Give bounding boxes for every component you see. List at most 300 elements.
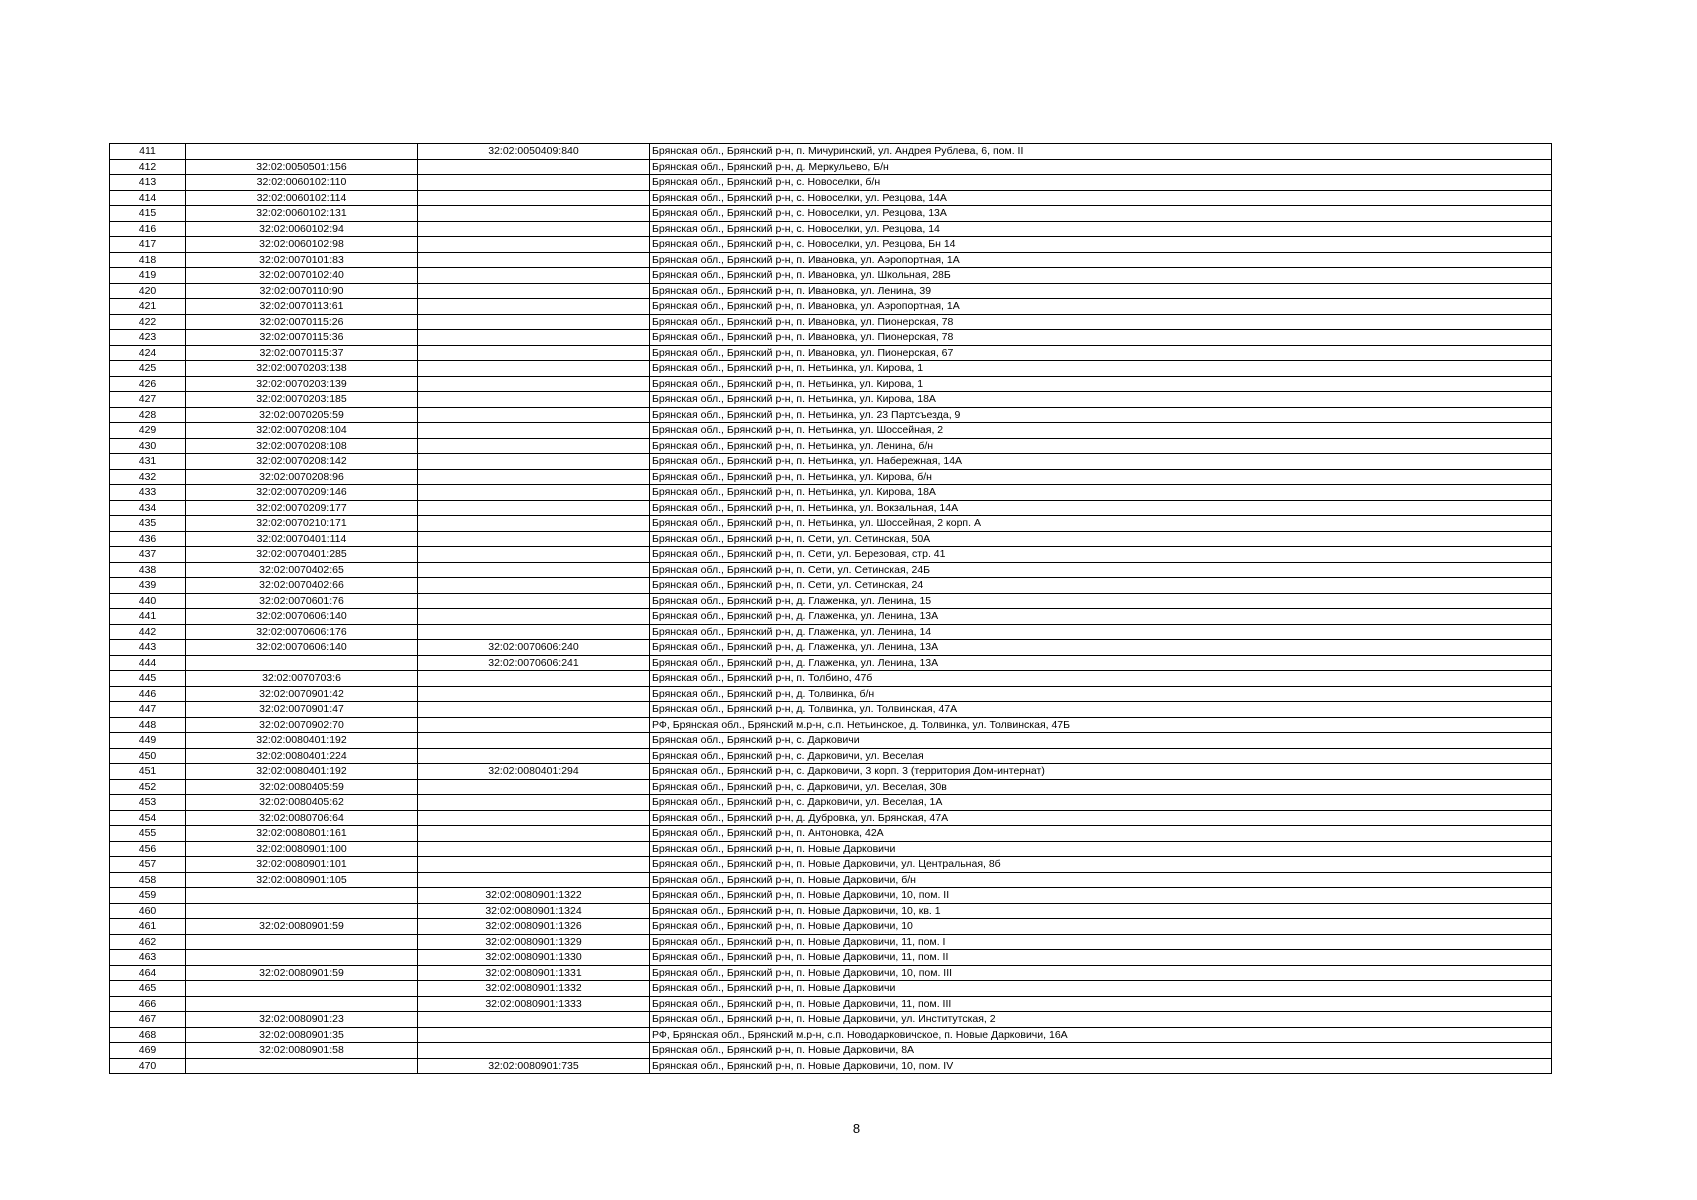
row-number-cell: 456 xyxy=(110,841,186,857)
land-cadastral-number-cell: 32:02:0080901:59 xyxy=(186,965,418,981)
building-cadastral-number-cell: 32:02:0080901:1326 xyxy=(418,919,650,935)
land-cadastral-number-cell: 32:02:0070115:37 xyxy=(186,345,418,361)
table-row xyxy=(110,500,1552,516)
table-row xyxy=(110,593,1552,609)
land-cadastral-number-cell: 32:02:0080901:59 xyxy=(186,919,418,935)
table-row xyxy=(110,252,1552,268)
row-number-cell: 417 xyxy=(110,237,186,253)
building-cadastral-number-cell xyxy=(418,872,650,888)
land-cadastral-number-cell: 32:02:0070402:66 xyxy=(186,578,418,594)
table-row xyxy=(110,221,1552,237)
address-cell: Брянская обл., Брянский р-н, д. Толвинка, ул. Толвинская, 47А xyxy=(650,702,1552,718)
building-cadastral-number-cell xyxy=(418,175,650,191)
row-number-cell: 412 xyxy=(110,159,186,175)
address-cell: Брянская обл., Брянский р-н, с. Новоселки, б/н xyxy=(650,175,1552,191)
address-cell: Брянская обл., Брянский р-н, п. Новые Дарковичи, ул. Институтская, 2 xyxy=(650,1012,1552,1028)
row-number-cell: 444 xyxy=(110,655,186,671)
land-cadastral-number-cell: 32:02:0070208:96 xyxy=(186,469,418,485)
land-cadastral-number-cell xyxy=(186,903,418,919)
land-cadastral-number-cell: 32:02:0070102:40 xyxy=(186,268,418,284)
building-cadastral-number-cell xyxy=(418,1012,650,1028)
table-row xyxy=(110,996,1552,1012)
land-cadastral-number-cell: 32:02:0080401:224 xyxy=(186,748,418,764)
building-cadastral-number-cell: 32:02:0080901:735 xyxy=(418,1058,650,1074)
land-cadastral-number-cell: 32:02:0060102:110 xyxy=(186,175,418,191)
land-cadastral-number-cell: 32:02:0080706:64 xyxy=(186,810,418,826)
table-row xyxy=(110,1012,1552,1028)
address-cell: Брянская обл., Брянский р-н, п. Сети, ул. Сетинская, 24Б xyxy=(650,562,1552,578)
land-cadastral-number-cell: 32:02:0070402:65 xyxy=(186,562,418,578)
land-cadastral-number-cell: 32:02:0080405:62 xyxy=(186,795,418,811)
table-row xyxy=(110,562,1552,578)
land-cadastral-number-cell: 32:02:0080405:59 xyxy=(186,779,418,795)
table-row xyxy=(110,1027,1552,1043)
building-cadastral-number-cell xyxy=(418,547,650,563)
table-row xyxy=(110,144,1552,160)
building-cadastral-number-cell xyxy=(418,206,650,222)
address-cell: Брянская обл., Брянский р-н, п. Мичуринский, ул. Андрея Рублева, 6, пом. II xyxy=(650,144,1552,160)
row-number-cell: 447 xyxy=(110,702,186,718)
land-cadastral-number-cell: 32:02:0060102:98 xyxy=(186,237,418,253)
address-cell: Брянская обл., Брянский р-н, с. Дарковичи xyxy=(650,733,1552,749)
building-cadastral-number-cell xyxy=(418,857,650,873)
table-row xyxy=(110,733,1552,749)
registry-table-body xyxy=(110,144,1552,1074)
table-row xyxy=(110,919,1552,935)
land-cadastral-number-cell: 32:02:0080901:101 xyxy=(186,857,418,873)
table-row xyxy=(110,454,1552,470)
row-number-cell: 470 xyxy=(110,1058,186,1074)
row-number-cell: 419 xyxy=(110,268,186,284)
address-cell: Брянская обл., Брянский р-н, п. Новые Дарковичи, 10, пом. III xyxy=(650,965,1552,981)
row-number-cell: 433 xyxy=(110,485,186,501)
row-number-cell: 445 xyxy=(110,671,186,687)
building-cadastral-number-cell xyxy=(418,407,650,423)
address-cell: Брянская обл., Брянский р-н, п. Ивановка, ул. Ленина, 39 xyxy=(650,283,1552,299)
table-row xyxy=(110,872,1552,888)
land-cadastral-number-cell xyxy=(186,144,418,160)
address-cell: Брянская обл., Брянский р-н, п. Нетьинка, ул. Кирова, 1 xyxy=(650,376,1552,392)
page-number: 8 xyxy=(852,1121,861,1136)
building-cadastral-number-cell xyxy=(418,748,650,764)
building-cadastral-number-cell xyxy=(418,361,650,377)
land-cadastral-number-cell: 32:02:0070101:83 xyxy=(186,252,418,268)
building-cadastral-number-cell xyxy=(418,190,650,206)
building-cadastral-number-cell: 32:02:0080901:1329 xyxy=(418,934,650,950)
row-number-cell: 418 xyxy=(110,252,186,268)
land-cadastral-number-cell: 32:02:0070203:185 xyxy=(186,392,418,408)
address-cell: Брянская обл., Брянский р-н, п. Ивановка, ул. Аэропортная, 1А xyxy=(650,252,1552,268)
table-row xyxy=(110,283,1552,299)
table-row xyxy=(110,1058,1552,1074)
row-number-cell: 453 xyxy=(110,795,186,811)
table-row xyxy=(110,299,1552,315)
address-cell: Брянская обл., Брянский р-н, с. Дарковичи, 3 корп. 3 (территория Дом-интернат) xyxy=(650,764,1552,780)
table-row xyxy=(110,903,1552,919)
table-row xyxy=(110,361,1552,377)
table-row xyxy=(110,206,1552,222)
building-cadastral-number-cell xyxy=(418,221,650,237)
address-cell: Брянская обл., Брянский р-н, п. Нетьинка, ул. Шоссейная, 2 xyxy=(650,423,1552,439)
building-cadastral-number-cell xyxy=(418,593,650,609)
land-cadastral-number-cell: 32:02:0070601:76 xyxy=(186,593,418,609)
building-cadastral-number-cell: 32:02:0080901:1333 xyxy=(418,996,650,1012)
building-cadastral-number-cell: 32:02:0050409:840 xyxy=(418,144,650,160)
land-cadastral-number-cell: 32:02:0080901:105 xyxy=(186,872,418,888)
table-row xyxy=(110,609,1552,625)
address-cell: Брянская обл., Брянский р-н, с. Новоселки, ул. Резцова, 13А xyxy=(650,206,1552,222)
land-cadastral-number-cell: 32:02:0080901:23 xyxy=(186,1012,418,1028)
address-cell: Брянская обл., Брянский р-н, п. Новые Дарковичи, 10, пом. IV xyxy=(650,1058,1552,1074)
land-cadastral-number-cell: 32:02:0070606:176 xyxy=(186,624,418,640)
address-cell: Брянская обл., Брянский р-н, п. Ивановка, ул. Пионерская, 78 xyxy=(650,330,1552,346)
land-cadastral-number-cell: 32:02:0070210:171 xyxy=(186,516,418,532)
building-cadastral-number-cell: 32:02:0070606:240 xyxy=(418,640,650,656)
table-row xyxy=(110,671,1552,687)
land-cadastral-number-cell: 32:02:0080401:192 xyxy=(186,733,418,749)
address-cell: Брянская обл., Брянский р-н, п. Сети, ул. Сетинская, 24 xyxy=(650,578,1552,594)
building-cadastral-number-cell xyxy=(418,423,650,439)
table-row xyxy=(110,640,1552,656)
row-number-cell: 424 xyxy=(110,345,186,361)
table-row xyxy=(110,237,1552,253)
building-cadastral-number-cell xyxy=(418,330,650,346)
building-cadastral-number-cell: 32:02:0080401:294 xyxy=(418,764,650,780)
row-number-cell: 440 xyxy=(110,593,186,609)
row-number-cell: 467 xyxy=(110,1012,186,1028)
building-cadastral-number-cell xyxy=(418,345,650,361)
row-number-cell: 441 xyxy=(110,609,186,625)
land-cadastral-number-cell: 32:02:0070606:140 xyxy=(186,609,418,625)
land-cadastral-number-cell: 32:02:0070208:142 xyxy=(186,454,418,470)
building-cadastral-number-cell xyxy=(418,578,650,594)
table-row xyxy=(110,190,1552,206)
land-cadastral-number-cell: 32:02:0070902:70 xyxy=(186,717,418,733)
building-cadastral-number-cell xyxy=(418,1043,650,1059)
row-number-cell: 438 xyxy=(110,562,186,578)
table-row xyxy=(110,314,1552,330)
row-number-cell: 468 xyxy=(110,1027,186,1043)
address-cell: Брянская обл., Брянский р-н, п. Новые Дарковичи xyxy=(650,981,1552,997)
row-number-cell: 458 xyxy=(110,872,186,888)
building-cadastral-number-cell: 32:02:0080901:1330 xyxy=(418,950,650,966)
row-number-cell: 422 xyxy=(110,314,186,330)
row-number-cell: 457 xyxy=(110,857,186,873)
row-number-cell: 443 xyxy=(110,640,186,656)
land-cadastral-number-cell: 32:02:0070901:47 xyxy=(186,702,418,718)
land-cadastral-number-cell: 32:02:0070203:139 xyxy=(186,376,418,392)
building-cadastral-number-cell xyxy=(418,671,650,687)
row-number-cell: 435 xyxy=(110,516,186,532)
land-cadastral-number-cell: 32:02:0070209:177 xyxy=(186,500,418,516)
address-cell: Брянская обл., Брянский р-н, п. Толбино, 47б xyxy=(650,671,1552,687)
row-number-cell: 460 xyxy=(110,903,186,919)
address-cell: Брянская обл., Брянский р-н, п. Ивановка, ул. Пионерская, 67 xyxy=(650,345,1552,361)
address-cell: Брянская обл., Брянский р-н, д. Глаженка, ул. Ленина, 13А xyxy=(650,640,1552,656)
row-number-cell: 462 xyxy=(110,934,186,950)
address-cell: Брянская обл., Брянский р-н, п. Ивановка, ул. Аэропортная, 1А xyxy=(650,299,1552,315)
building-cadastral-number-cell xyxy=(418,609,650,625)
address-cell: Брянская обл., Брянский р-н, п. Новые Дарковичи, ул. Центральная, 8б xyxy=(650,857,1552,873)
address-cell: Брянская обл., Брянский р-н, п. Сети, ул. Березовая, стр. 41 xyxy=(650,547,1552,563)
land-cadastral-number-cell: 32:02:0070115:26 xyxy=(186,314,418,330)
row-number-cell: 413 xyxy=(110,175,186,191)
row-number-cell: 429 xyxy=(110,423,186,439)
building-cadastral-number-cell xyxy=(418,237,650,253)
row-number-cell: 432 xyxy=(110,469,186,485)
row-number-cell: 420 xyxy=(110,283,186,299)
land-cadastral-number-cell: 32:02:0070401:114 xyxy=(186,531,418,547)
table-row xyxy=(110,888,1552,904)
row-number-cell: 439 xyxy=(110,578,186,594)
address-cell: Брянская обл., Брянский р-н, с. Дарковичи, ул. Веселая xyxy=(650,748,1552,764)
table-row xyxy=(110,841,1552,857)
building-cadastral-number-cell xyxy=(418,779,650,795)
table-row xyxy=(110,764,1552,780)
land-cadastral-number-cell: 32:02:0060102:94 xyxy=(186,221,418,237)
land-cadastral-number-cell: 32:02:0070901:42 xyxy=(186,686,418,702)
building-cadastral-number-cell xyxy=(418,717,650,733)
table-row xyxy=(110,330,1552,346)
land-cadastral-number-cell xyxy=(186,888,418,904)
table-row xyxy=(110,376,1552,392)
row-number-cell: 442 xyxy=(110,624,186,640)
row-number-cell: 421 xyxy=(110,299,186,315)
address-cell: Брянская обл., Брянский р-н, п. Ивановка, ул. Школьная, 28Б xyxy=(650,268,1552,284)
address-cell: Брянская обл., Брянский р-н, п. Новые Дарковичи, 11, пом. II xyxy=(650,950,1552,966)
address-cell: Брянская обл., Брянский р-н, п. Новые Дарковичи, 10, пом. II xyxy=(650,888,1552,904)
property-registry-table xyxy=(109,143,1552,1074)
row-number-cell: 454 xyxy=(110,810,186,826)
table-row xyxy=(110,950,1552,966)
row-number-cell: 437 xyxy=(110,547,186,563)
land-cadastral-number-cell: 32:02:0070209:146 xyxy=(186,485,418,501)
building-cadastral-number-cell xyxy=(418,531,650,547)
land-cadastral-number-cell: 32:02:0070401:285 xyxy=(186,547,418,563)
table-row xyxy=(110,531,1552,547)
land-cadastral-number-cell: 32:02:0080401:192 xyxy=(186,764,418,780)
address-cell: Брянская обл., Брянский р-н, д. Меркульево, Б/н xyxy=(650,159,1552,175)
address-cell: Брянская обл., Брянский р-н, п. Нетьинка, ул. 23 Партсъезда, 9 xyxy=(650,407,1552,423)
table-row xyxy=(110,392,1552,408)
row-number-cell: 469 xyxy=(110,1043,186,1059)
row-number-cell: 452 xyxy=(110,779,186,795)
address-cell: Брянская обл., Брянский р-н, д. Глаженка, ул. Ленина, 14 xyxy=(650,624,1552,640)
building-cadastral-number-cell xyxy=(418,562,650,578)
address-cell: Брянская обл., Брянский р-н, с. Дарковичи, ул. Веселая, 30в xyxy=(650,779,1552,795)
land-cadastral-number-cell: 32:02:0080901:100 xyxy=(186,841,418,857)
table-row xyxy=(110,516,1552,532)
land-cadastral-number-cell: 32:02:0070205:59 xyxy=(186,407,418,423)
table-row xyxy=(110,655,1552,671)
land-cadastral-number-cell: 32:02:0070110:90 xyxy=(186,283,418,299)
address-cell: Брянская обл., Брянский р-н, п. Нетьинка, ул. Вокзальная, 14А xyxy=(650,500,1552,516)
building-cadastral-number-cell xyxy=(418,454,650,470)
row-number-cell: 415 xyxy=(110,206,186,222)
row-number-cell: 465 xyxy=(110,981,186,997)
land-cadastral-number-cell: 32:02:0080901:35 xyxy=(186,1027,418,1043)
row-number-cell: 459 xyxy=(110,888,186,904)
row-number-cell: 461 xyxy=(110,919,186,935)
row-number-cell: 411 xyxy=(110,144,186,160)
table-row xyxy=(110,810,1552,826)
table-row xyxy=(110,779,1552,795)
land-cadastral-number-cell: 32:02:0070606:140 xyxy=(186,640,418,656)
building-cadastral-number-cell xyxy=(418,438,650,454)
table-row xyxy=(110,795,1552,811)
land-cadastral-number-cell: 32:02:0070208:104 xyxy=(186,423,418,439)
row-number-cell: 450 xyxy=(110,748,186,764)
building-cadastral-number-cell xyxy=(418,841,650,857)
address-cell: Брянская обл., Брянский р-н, п. Нетьинка, ул. Ленина, б/н xyxy=(650,438,1552,454)
address-cell: Брянская обл., Брянский р-н, с. Новоселки, ул. Резцова, 14А xyxy=(650,190,1552,206)
row-number-cell: 426 xyxy=(110,376,186,392)
building-cadastral-number-cell xyxy=(418,795,650,811)
building-cadastral-number-cell: 32:02:0080901:1331 xyxy=(418,965,650,981)
table-row xyxy=(110,686,1552,702)
table-row xyxy=(110,438,1552,454)
address-cell: Брянская обл., Брянский р-н, п. Новые Дарковичи, б/н xyxy=(650,872,1552,888)
table-row xyxy=(110,175,1552,191)
row-number-cell: 455 xyxy=(110,826,186,842)
table-row xyxy=(110,1043,1552,1059)
address-cell: Брянская обл., Брянский р-н, д. Толвинка, б/н xyxy=(650,686,1552,702)
land-cadastral-number-cell xyxy=(186,950,418,966)
building-cadastral-number-cell xyxy=(418,624,650,640)
building-cadastral-number-cell xyxy=(418,702,650,718)
address-cell: Брянская обл., Брянский р-н, п. Ивановка, ул. Пионерская, 78 xyxy=(650,314,1552,330)
table-row xyxy=(110,981,1552,997)
table-row xyxy=(110,748,1552,764)
row-number-cell: 430 xyxy=(110,438,186,454)
building-cadastral-number-cell xyxy=(418,500,650,516)
row-number-cell: 451 xyxy=(110,764,186,780)
address-cell: Брянская обл., Брянский р-н, д. Глаженка, ул. Ленина, 15 xyxy=(650,593,1552,609)
land-cadastral-number-cell xyxy=(186,655,418,671)
address-cell: Брянская обл., Брянский р-н, с. Дарковичи, ул. Веселая, 1А xyxy=(650,795,1552,811)
address-cell: Брянская обл., Брянский р-н, п. Антоновка, 42А xyxy=(650,826,1552,842)
address-cell: Брянская обл., Брянский р-н, д. Глаженка, ул. Ленина, 13А xyxy=(650,655,1552,671)
building-cadastral-number-cell xyxy=(418,299,650,315)
land-cadastral-number-cell: 32:02:0080801:161 xyxy=(186,826,418,842)
land-cadastral-number-cell: 32:02:0070703:6 xyxy=(186,671,418,687)
table-row xyxy=(110,485,1552,501)
address-cell: Брянская обл., Брянский р-н, д. Дубровка, ул. Брянская, 47А xyxy=(650,810,1552,826)
row-number-cell: 434 xyxy=(110,500,186,516)
table-row xyxy=(110,578,1552,594)
building-cadastral-number-cell xyxy=(418,516,650,532)
table-row xyxy=(110,965,1552,981)
land-cadastral-number-cell: 32:02:0060102:114 xyxy=(186,190,418,206)
table-row xyxy=(110,717,1552,733)
table-row xyxy=(110,624,1552,640)
building-cadastral-number-cell xyxy=(418,686,650,702)
row-number-cell: 414 xyxy=(110,190,186,206)
land-cadastral-number-cell: 32:02:0070113:61 xyxy=(186,299,418,315)
building-cadastral-number-cell: 32:02:0080901:1332 xyxy=(418,981,650,997)
address-cell: Брянская обл., Брянский р-н, п. Нетьинка, ул. Кирова, 18А xyxy=(650,485,1552,501)
address-cell: Брянская обл., Брянский р-н, п. Новые Дарковичи, 10, кв. 1 xyxy=(650,903,1552,919)
address-cell: Брянская обл., Брянский р-н, д. Глаженка, ул. Ленина, 13А xyxy=(650,609,1552,625)
building-cadastral-number-cell: 32:02:0080901:1322 xyxy=(418,888,650,904)
building-cadastral-number-cell xyxy=(418,159,650,175)
row-number-cell: 448 xyxy=(110,717,186,733)
table-row xyxy=(110,423,1552,439)
row-number-cell: 431 xyxy=(110,454,186,470)
row-number-cell: 427 xyxy=(110,392,186,408)
land-cadastral-number-cell: 32:02:0080901:58 xyxy=(186,1043,418,1059)
address-cell: Брянская обл., Брянский р-н, с. Новоселки, ул. Резцова, Бн 14 xyxy=(650,237,1552,253)
address-cell: РФ, Брянская обл., Брянский м.р-н, с.п. Новодарковичское, п. Новые Дарковичи, 16А xyxy=(650,1027,1552,1043)
land-cadastral-number-cell: 32:02:0070208:108 xyxy=(186,438,418,454)
address-cell: Брянская обл., Брянский р-н, п. Нетьинка, ул. Кирова, 18А xyxy=(650,392,1552,408)
table-row xyxy=(110,857,1552,873)
table-row xyxy=(110,469,1552,485)
table-row xyxy=(110,934,1552,950)
table-row xyxy=(110,826,1552,842)
building-cadastral-number-cell xyxy=(418,283,650,299)
land-cadastral-number-cell xyxy=(186,996,418,1012)
row-number-cell: 425 xyxy=(110,361,186,377)
address-cell: Брянская обл., Брянский р-н, п. Нетьинка, ул. Кирова, б/н xyxy=(650,469,1552,485)
table-row xyxy=(110,702,1552,718)
building-cadastral-number-cell xyxy=(418,826,650,842)
building-cadastral-number-cell xyxy=(418,469,650,485)
row-number-cell: 463 xyxy=(110,950,186,966)
address-cell: Брянская обл., Брянский р-н, п. Нетьинка, ул. Шоссейная, 2 корп. А xyxy=(650,516,1552,532)
row-number-cell: 416 xyxy=(110,221,186,237)
address-cell: Брянская обл., Брянский р-н, п. Новые Дарковичи, 11, пом. I xyxy=(650,934,1552,950)
building-cadastral-number-cell xyxy=(418,810,650,826)
address-cell: Брянская обл., Брянский р-н, с. Новоселки, ул. Резцова, 14 xyxy=(650,221,1552,237)
address-cell: РФ, Брянская обл., Брянский м.р-н, с.п. Нетьинское, д. Толвинка, ул. Толвинская, 47Б xyxy=(650,717,1552,733)
row-number-cell: 449 xyxy=(110,733,186,749)
land-cadastral-number-cell xyxy=(186,981,418,997)
land-cadastral-number-cell: 32:02:0070115:36 xyxy=(186,330,418,346)
row-number-cell: 423 xyxy=(110,330,186,346)
address-cell: Брянская обл., Брянский р-н, п. Новые Дарковичи, 8А xyxy=(650,1043,1552,1059)
address-cell: Брянская обл., Брянский р-н, п. Нетьинка, ул. Кирова, 1 xyxy=(650,361,1552,377)
row-number-cell: 428 xyxy=(110,407,186,423)
building-cadastral-number-cell xyxy=(418,314,650,330)
building-cadastral-number-cell xyxy=(418,733,650,749)
row-number-cell: 446 xyxy=(110,686,186,702)
building-cadastral-number-cell xyxy=(418,485,650,501)
land-cadastral-number-cell: 32:02:0060102:131 xyxy=(186,206,418,222)
row-number-cell: 464 xyxy=(110,965,186,981)
table-row xyxy=(110,547,1552,563)
land-cadastral-number-cell xyxy=(186,934,418,950)
address-cell: Брянская обл., Брянский р-н, п. Новые Дарковичи, 10 xyxy=(650,919,1552,935)
building-cadastral-number-cell: 32:02:0070606:241 xyxy=(418,655,650,671)
table-row xyxy=(110,268,1552,284)
building-cadastral-number-cell xyxy=(418,392,650,408)
address-cell: Брянская обл., Брянский р-н, п. Сети, ул. Сетинская, 50А xyxy=(650,531,1552,547)
table-row xyxy=(110,159,1552,175)
address-cell: Брянская обл., Брянский р-н, п. Новые Дарковичи xyxy=(650,841,1552,857)
building-cadastral-number-cell xyxy=(418,1027,650,1043)
table-row xyxy=(110,407,1552,423)
building-cadastral-number-cell xyxy=(418,376,650,392)
address-cell: Брянская обл., Брянский р-н, п. Новые Дарковичи, 11, пом. III xyxy=(650,996,1552,1012)
building-cadastral-number-cell: 32:02:0080901:1324 xyxy=(418,903,650,919)
table-row xyxy=(110,345,1552,361)
building-cadastral-number-cell xyxy=(418,252,650,268)
land-cadastral-number-cell: 32:02:0050501:156 xyxy=(186,159,418,175)
land-cadastral-number-cell xyxy=(186,1058,418,1074)
row-number-cell: 436 xyxy=(110,531,186,547)
building-cadastral-number-cell xyxy=(418,268,650,284)
